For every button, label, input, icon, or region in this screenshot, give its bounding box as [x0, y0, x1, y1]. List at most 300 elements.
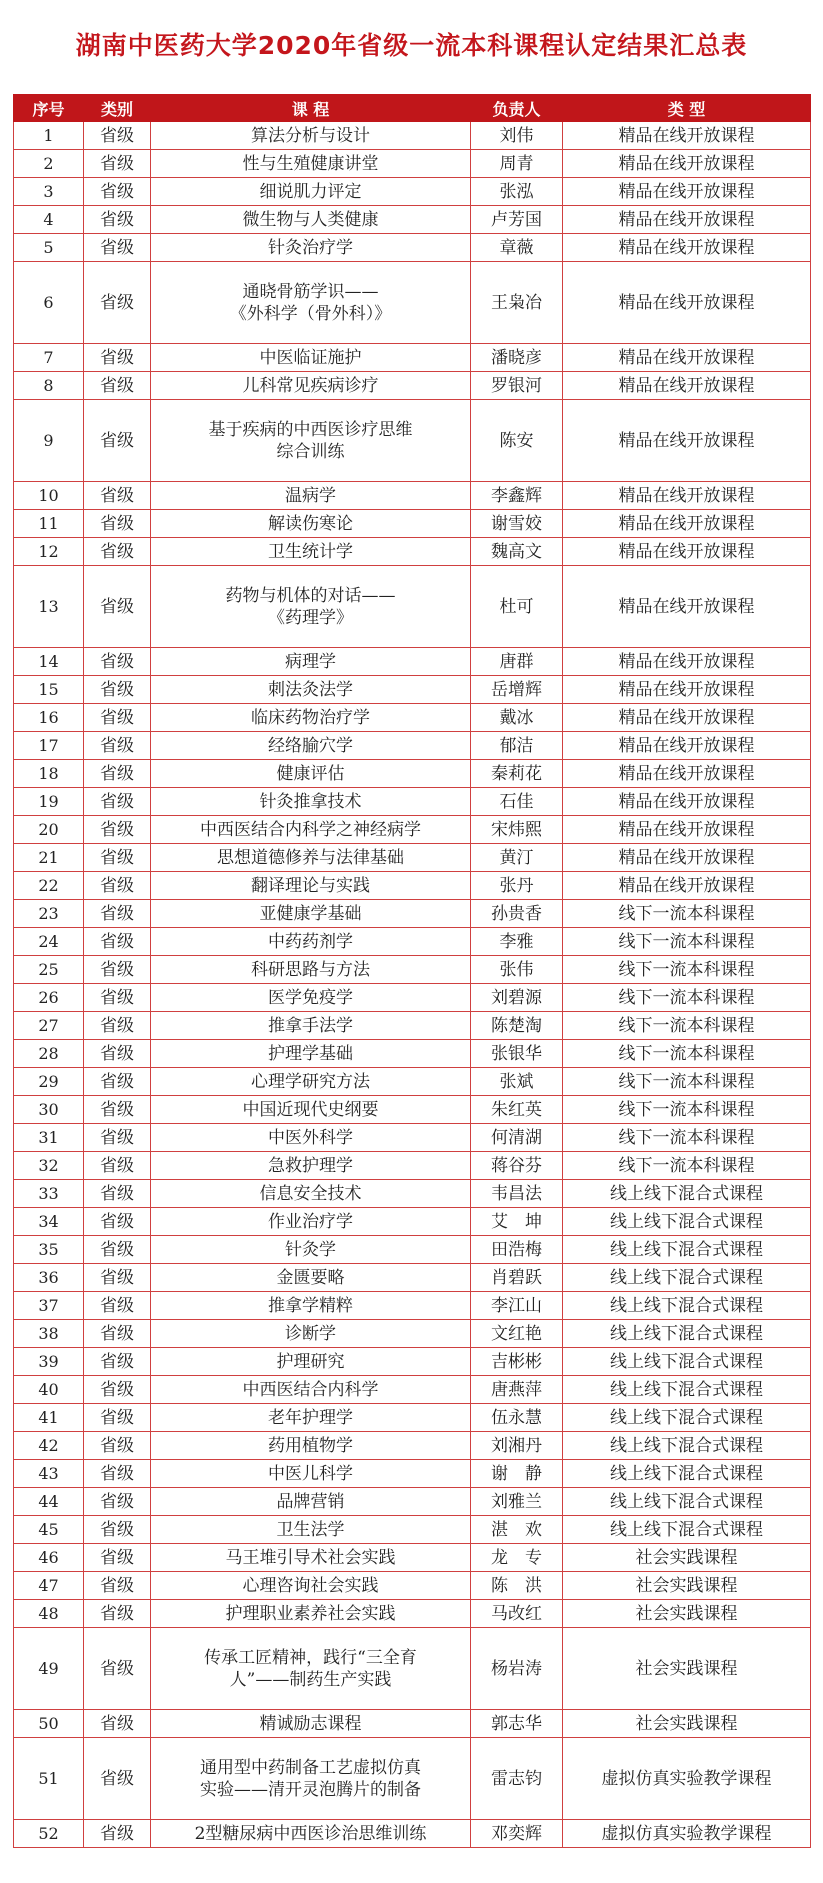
row-course: 老年护理学 — [151, 1404, 471, 1432]
row-type: 精品在线开放课程 — [563, 732, 811, 760]
table-row — [14, 1180, 811, 1208]
table-row — [14, 178, 811, 206]
row-level: 省级 — [84, 1432, 151, 1460]
table-row — [14, 1488, 811, 1516]
row-leader: 宋炜熙 — [471, 816, 563, 844]
row-type: 线上线下混合式课程 — [563, 1180, 811, 1208]
row-level: 省级 — [84, 1376, 151, 1404]
row-leader: 韦昌法 — [471, 1180, 563, 1208]
row-leader: 罗银河 — [471, 372, 563, 400]
row-leader: 刘湘丹 — [471, 1432, 563, 1460]
row-number: 15 — [14, 676, 84, 704]
row-type: 精品在线开放课程 — [563, 676, 811, 704]
row-leader: 龙 专 — [471, 1544, 563, 1572]
row-course: 推拿手法学 — [151, 1012, 471, 1040]
row-type: 线下一流本科课程 — [563, 1096, 811, 1124]
row-course: 刺法灸法学 — [151, 676, 471, 704]
row-level: 省级 — [84, 984, 151, 1012]
row-leader: 田浩梅 — [471, 1236, 563, 1264]
table-row — [14, 400, 811, 482]
row-level: 省级 — [84, 732, 151, 760]
row-number: 33 — [14, 1180, 84, 1208]
row-type: 社会实践课程 — [563, 1544, 811, 1572]
row-leader: 何清湖 — [471, 1124, 563, 1152]
row-number: 25 — [14, 956, 84, 984]
table-row — [14, 1516, 811, 1544]
row-level: 省级 — [84, 872, 151, 900]
row-level: 省级 — [84, 1544, 151, 1572]
row-leader: 戴冰 — [471, 704, 563, 732]
row-course: 中医外科学 — [151, 1124, 471, 1152]
row-leader: 王枭冶 — [471, 262, 563, 344]
row-level: 省级 — [84, 538, 151, 566]
row-type: 精品在线开放课程 — [563, 122, 811, 150]
row-course: 作业治疗学 — [151, 1208, 471, 1236]
row-number: 11 — [14, 510, 84, 538]
row-level: 省级 — [84, 676, 151, 704]
table-row — [14, 1292, 811, 1320]
row-level: 省级 — [84, 510, 151, 538]
row-number: 28 — [14, 1040, 84, 1068]
row-number: 23 — [14, 900, 84, 928]
row-leader: 刘碧源 — [471, 984, 563, 1012]
row-type: 虚拟仿真实验教学课程 — [563, 1820, 811, 1848]
row-type: 精品在线开放课程 — [563, 648, 811, 676]
row-leader: 肖碧跃 — [471, 1264, 563, 1292]
row-number: 10 — [14, 482, 84, 510]
row-course: 中医儿科学 — [151, 1460, 471, 1488]
row-course: 思想道德修养与法律基础 — [151, 844, 471, 872]
table-row — [14, 1460, 811, 1488]
row-type: 社会实践课程 — [563, 1710, 811, 1738]
row-number: 8 — [14, 372, 84, 400]
row-number: 9 — [14, 400, 84, 482]
row-number: 50 — [14, 1710, 84, 1738]
table-row — [14, 150, 811, 178]
table-row — [14, 676, 811, 704]
table-row — [14, 1320, 811, 1348]
row-number: 48 — [14, 1600, 84, 1628]
row-leader: 马改红 — [471, 1600, 563, 1628]
row-course: 心理学研究方法 — [151, 1068, 471, 1096]
row-type: 精品在线开放课程 — [563, 872, 811, 900]
row-number: 36 — [14, 1264, 84, 1292]
table-row — [14, 1544, 811, 1572]
row-type: 线上线下混合式课程 — [563, 1376, 811, 1404]
row-course: 品牌营销 — [151, 1488, 471, 1516]
row-number: 20 — [14, 816, 84, 844]
row-leader: 邓奕辉 — [471, 1820, 563, 1848]
row-course: 药用植物学 — [151, 1432, 471, 1460]
row-leader: 章薇 — [471, 234, 563, 262]
row-level: 省级 — [84, 956, 151, 984]
row-level: 省级 — [84, 1600, 151, 1628]
row-number: 12 — [14, 538, 84, 566]
table-row — [14, 788, 811, 816]
row-course: 中西医结合内科学 — [151, 1376, 471, 1404]
row-level: 省级 — [84, 1236, 151, 1264]
row-leader: 唐燕萍 — [471, 1376, 563, 1404]
page-title: 湖南中医药大学2020年省级一流本科课程认定结果汇总表 — [75, 31, 748, 60]
row-level: 省级 — [84, 1460, 151, 1488]
row-leader: 唐群 — [471, 648, 563, 676]
row-type: 线上线下混合式课程 — [563, 1432, 811, 1460]
table-row — [14, 1432, 811, 1460]
row-level: 省级 — [84, 482, 151, 510]
row-leader: 李鑫辉 — [471, 482, 563, 510]
row-number: 41 — [14, 1404, 84, 1432]
row-type: 精品在线开放课程 — [563, 844, 811, 872]
row-level: 省级 — [84, 178, 151, 206]
row-number: 3 — [14, 178, 84, 206]
row-leader: 李江山 — [471, 1292, 563, 1320]
row-number: 52 — [14, 1820, 84, 1848]
row-leader: 陈楚淘 — [471, 1012, 563, 1040]
row-level: 省级 — [84, 816, 151, 844]
row-type: 精品在线开放课程 — [563, 704, 811, 732]
row-course: 金匮要略 — [151, 1264, 471, 1292]
row-course: 传承工匠精神，践行“三全育 人”——制药生产实践 — [151, 1628, 471, 1710]
row-type: 线上线下混合式课程 — [563, 1320, 811, 1348]
row-course: 精诚励志课程 — [151, 1710, 471, 1738]
table-row — [14, 1208, 811, 1236]
table-row — [14, 648, 811, 676]
row-type: 精品在线开放课程 — [563, 372, 811, 400]
row-type: 精品在线开放课程 — [563, 482, 811, 510]
row-course: 针灸推拿技术 — [151, 788, 471, 816]
table-row — [14, 234, 811, 262]
row-course: 基于疾病的中西医诊疗思维 综合训练 — [151, 400, 471, 482]
row-type: 线下一流本科课程 — [563, 900, 811, 928]
table-row — [14, 1152, 811, 1180]
row-level: 省级 — [84, 122, 151, 150]
table-row — [14, 1572, 811, 1600]
row-leader: 杜可 — [471, 566, 563, 648]
row-level: 省级 — [84, 1738, 151, 1820]
row-number: 6 — [14, 262, 84, 344]
row-level: 省级 — [84, 1264, 151, 1292]
row-course: 中医临证施护 — [151, 344, 471, 372]
row-level: 省级 — [84, 1068, 151, 1096]
table-row — [14, 984, 811, 1012]
row-number: 37 — [14, 1292, 84, 1320]
row-type: 精品在线开放课程 — [563, 538, 811, 566]
row-level: 省级 — [84, 1124, 151, 1152]
row-level: 省级 — [84, 1488, 151, 1516]
row-number: 32 — [14, 1152, 84, 1180]
row-level: 省级 — [84, 1208, 151, 1236]
row-leader: 周青 — [471, 150, 563, 178]
row-level: 省级 — [84, 928, 151, 956]
row-type: 线下一流本科课程 — [563, 1124, 811, 1152]
row-number: 13 — [14, 566, 84, 648]
row-number: 17 — [14, 732, 84, 760]
row-course: 急救护理学 — [151, 1152, 471, 1180]
row-type: 社会实践课程 — [563, 1600, 811, 1628]
row-course: 卫生法学 — [151, 1516, 471, 1544]
row-leader: 谢雪姣 — [471, 510, 563, 538]
table-row — [14, 482, 811, 510]
row-course: 病理学 — [151, 648, 471, 676]
row-leader: 黄汀 — [471, 844, 563, 872]
row-number: 30 — [14, 1096, 84, 1124]
table-row — [14, 1068, 811, 1096]
table-row — [14, 1124, 811, 1152]
row-type: 线上线下混合式课程 — [563, 1292, 811, 1320]
row-course: 微生物与人类健康 — [151, 206, 471, 234]
row-type: 精品在线开放课程 — [563, 788, 811, 816]
row-level: 省级 — [84, 704, 151, 732]
row-leader: 张泓 — [471, 178, 563, 206]
row-level: 省级 — [84, 1292, 151, 1320]
table-row — [14, 372, 811, 400]
row-type: 精品在线开放课程 — [563, 262, 811, 344]
table-header-row — [14, 95, 811, 122]
table-row — [14, 1738, 811, 1820]
row-course: 护理学基础 — [151, 1040, 471, 1068]
row-leader: 谢 静 — [471, 1460, 563, 1488]
row-leader: 张丹 — [471, 872, 563, 900]
row-course: 马王堆引导术社会实践 — [151, 1544, 471, 1572]
row-number: 45 — [14, 1516, 84, 1544]
row-course: 护理研究 — [151, 1348, 471, 1376]
row-type: 线上线下混合式课程 — [563, 1208, 811, 1236]
table-row — [14, 928, 811, 956]
table-row — [14, 760, 811, 788]
row-level: 省级 — [84, 1348, 151, 1376]
row-level: 省级 — [84, 1152, 151, 1180]
row-type: 线下一流本科课程 — [563, 928, 811, 956]
row-course: 医学免疫学 — [151, 984, 471, 1012]
row-level: 省级 — [84, 1628, 151, 1710]
row-course: 通用型中药制备工艺虚拟仿真 实验——清开灵泡腾片的制备 — [151, 1738, 471, 1820]
table-row — [14, 344, 811, 372]
row-number: 19 — [14, 788, 84, 816]
row-leader: 陈安 — [471, 400, 563, 482]
row-type: 社会实践课程 — [563, 1572, 811, 1600]
row-type: 线上线下混合式课程 — [563, 1264, 811, 1292]
row-leader: 刘伟 — [471, 122, 563, 150]
table-row — [14, 1012, 811, 1040]
row-number: 51 — [14, 1738, 84, 1820]
table-row — [14, 1348, 811, 1376]
row-leader: 艾 坤 — [471, 1208, 563, 1236]
row-number: 44 — [14, 1488, 84, 1516]
row-number: 38 — [14, 1320, 84, 1348]
row-number: 35 — [14, 1236, 84, 1264]
row-number: 5 — [14, 234, 84, 262]
row-leader: 岳增辉 — [471, 676, 563, 704]
row-type: 线下一流本科课程 — [563, 1012, 811, 1040]
table-row — [14, 1264, 811, 1292]
table-row — [14, 1628, 811, 1710]
row-leader: 张斌 — [471, 1068, 563, 1096]
row-type: 社会实践课程 — [563, 1628, 811, 1710]
row-leader: 杨岩涛 — [471, 1628, 563, 1710]
row-number: 16 — [14, 704, 84, 732]
row-type: 线下一流本科课程 — [563, 1040, 811, 1068]
row-number: 14 — [14, 648, 84, 676]
row-level: 省级 — [84, 1012, 151, 1040]
row-course: 解读伤寒论 — [151, 510, 471, 538]
row-number: 40 — [14, 1376, 84, 1404]
table-row — [14, 872, 811, 900]
row-level: 省级 — [84, 206, 151, 234]
row-leader: 张银华 — [471, 1040, 563, 1068]
row-course: 推拿学精粹 — [151, 1292, 471, 1320]
row-leader: 蒋谷芬 — [471, 1152, 563, 1180]
row-type: 精品在线开放课程 — [563, 150, 811, 178]
row-type: 线下一流本科课程 — [563, 956, 811, 984]
row-leader: 魏高文 — [471, 538, 563, 566]
row-level: 省级 — [84, 1710, 151, 1738]
row-leader: 石佳 — [471, 788, 563, 816]
row-course: 细说肌力评定 — [151, 178, 471, 206]
table-row — [14, 566, 811, 648]
row-leader: 陈 洪 — [471, 1572, 563, 1600]
row-course: 诊断学 — [151, 1320, 471, 1348]
row-number: 7 — [14, 344, 84, 372]
header-level: 类别 — [84, 95, 151, 122]
row-course: 中国近现代史纲要 — [151, 1096, 471, 1124]
row-course: 临床药物治疗学 — [151, 704, 471, 732]
header-course: 课 程 — [151, 95, 471, 122]
row-course: 药物与机体的对话—— 《药理学》 — [151, 566, 471, 648]
table-row — [14, 956, 811, 984]
table-row — [14, 1376, 811, 1404]
row-leader: 伍永慧 — [471, 1404, 563, 1432]
row-level: 省级 — [84, 760, 151, 788]
row-type: 精品在线开放课程 — [563, 816, 811, 844]
row-leader: 孙贵香 — [471, 900, 563, 928]
table-row — [14, 510, 811, 538]
row-leader: 张伟 — [471, 956, 563, 984]
table-row — [14, 1040, 811, 1068]
row-level: 省级 — [84, 344, 151, 372]
course-table — [13, 94, 811, 1848]
row-type: 线上线下混合式课程 — [563, 1488, 811, 1516]
table-row — [14, 1096, 811, 1124]
row-level: 省级 — [84, 400, 151, 482]
row-type: 线下一流本科课程 — [563, 1068, 811, 1096]
table-row — [14, 1600, 811, 1628]
row-number: 42 — [14, 1432, 84, 1460]
row-leader: 朱红英 — [471, 1096, 563, 1124]
row-type: 线下一流本科课程 — [563, 1152, 811, 1180]
table-row — [14, 732, 811, 760]
row-course: 翻译理论与实践 — [151, 872, 471, 900]
row-number: 2 — [14, 150, 84, 178]
row-number: 21 — [14, 844, 84, 872]
row-level: 省级 — [84, 1320, 151, 1348]
row-number: 49 — [14, 1628, 84, 1710]
row-type: 线上线下混合式课程 — [563, 1516, 811, 1544]
row-number: 43 — [14, 1460, 84, 1488]
row-type: 虚拟仿真实验教学课程 — [563, 1738, 811, 1820]
row-leader: 卢芳国 — [471, 206, 563, 234]
row-level: 省级 — [84, 1572, 151, 1600]
row-number: 24 — [14, 928, 84, 956]
row-level: 省级 — [84, 900, 151, 928]
row-level: 省级 — [84, 372, 151, 400]
row-number: 1 — [14, 122, 84, 150]
row-type: 线上线下混合式课程 — [563, 1348, 811, 1376]
row-type: 线上线下混合式课程 — [563, 1404, 811, 1432]
row-leader: 雷志钧 — [471, 1738, 563, 1820]
row-number: 26 — [14, 984, 84, 1012]
row-course: 亚健康学基础 — [151, 900, 471, 928]
row-level: 省级 — [84, 566, 151, 648]
table-row — [14, 1404, 811, 1432]
row-level: 省级 — [84, 150, 151, 178]
row-leader: 潘晓彦 — [471, 344, 563, 372]
row-type: 精品在线开放课程 — [563, 206, 811, 234]
table-body — [14, 122, 811, 1848]
row-number: 29 — [14, 1068, 84, 1096]
table-row — [14, 816, 811, 844]
row-number: 34 — [14, 1208, 84, 1236]
row-number: 39 — [14, 1348, 84, 1376]
row-level: 省级 — [84, 788, 151, 816]
row-number: 31 — [14, 1124, 84, 1152]
row-level: 省级 — [84, 1040, 151, 1068]
row-course: 健康评估 — [151, 760, 471, 788]
table-row — [14, 704, 811, 732]
row-number: 18 — [14, 760, 84, 788]
row-course: 针灸学 — [151, 1236, 471, 1264]
row-number: 47 — [14, 1572, 84, 1600]
row-course: 中西医结合内科学之神经病学 — [151, 816, 471, 844]
row-level: 省级 — [84, 1820, 151, 1848]
row-level: 省级 — [84, 234, 151, 262]
row-course: 经络腧穴学 — [151, 732, 471, 760]
row-number: 46 — [14, 1544, 84, 1572]
row-leader: 郭志华 — [471, 1710, 563, 1738]
row-level: 省级 — [84, 844, 151, 872]
row-level: 省级 — [84, 1516, 151, 1544]
header-type: 类 型 — [563, 95, 811, 122]
row-number: 27 — [14, 1012, 84, 1040]
row-course: 卫生统计学 — [151, 538, 471, 566]
row-leader: 李雅 — [471, 928, 563, 956]
row-leader: 刘雅兰 — [471, 1488, 563, 1516]
row-type: 精品在线开放课程 — [563, 344, 811, 372]
table-row — [14, 900, 811, 928]
row-leader: 文红艳 — [471, 1320, 563, 1348]
row-course: 性与生殖健康讲堂 — [151, 150, 471, 178]
row-number: 22 — [14, 872, 84, 900]
row-level: 省级 — [84, 1404, 151, 1432]
row-course: 护理职业素养社会实践 — [151, 1600, 471, 1628]
row-leader: 郁洁 — [471, 732, 563, 760]
table-row — [14, 1710, 811, 1738]
row-course: 2型糖尿病中西医诊治思维训练 — [151, 1820, 471, 1848]
row-type: 线下一流本科课程 — [563, 984, 811, 1012]
table-row — [14, 206, 811, 234]
row-type: 线上线下混合式课程 — [563, 1236, 811, 1264]
row-number: 4 — [14, 206, 84, 234]
row-type: 精品在线开放课程 — [563, 566, 811, 648]
table-row — [14, 262, 811, 344]
row-type: 精品在线开放课程 — [563, 400, 811, 482]
row-course: 信息安全技术 — [151, 1180, 471, 1208]
row-type: 精品在线开放课程 — [563, 234, 811, 262]
row-course: 温病学 — [151, 482, 471, 510]
row-type: 精品在线开放课程 — [563, 510, 811, 538]
table-row — [14, 1820, 811, 1848]
row-course: 针灸治疗学 — [151, 234, 471, 262]
row-level: 省级 — [84, 1096, 151, 1124]
